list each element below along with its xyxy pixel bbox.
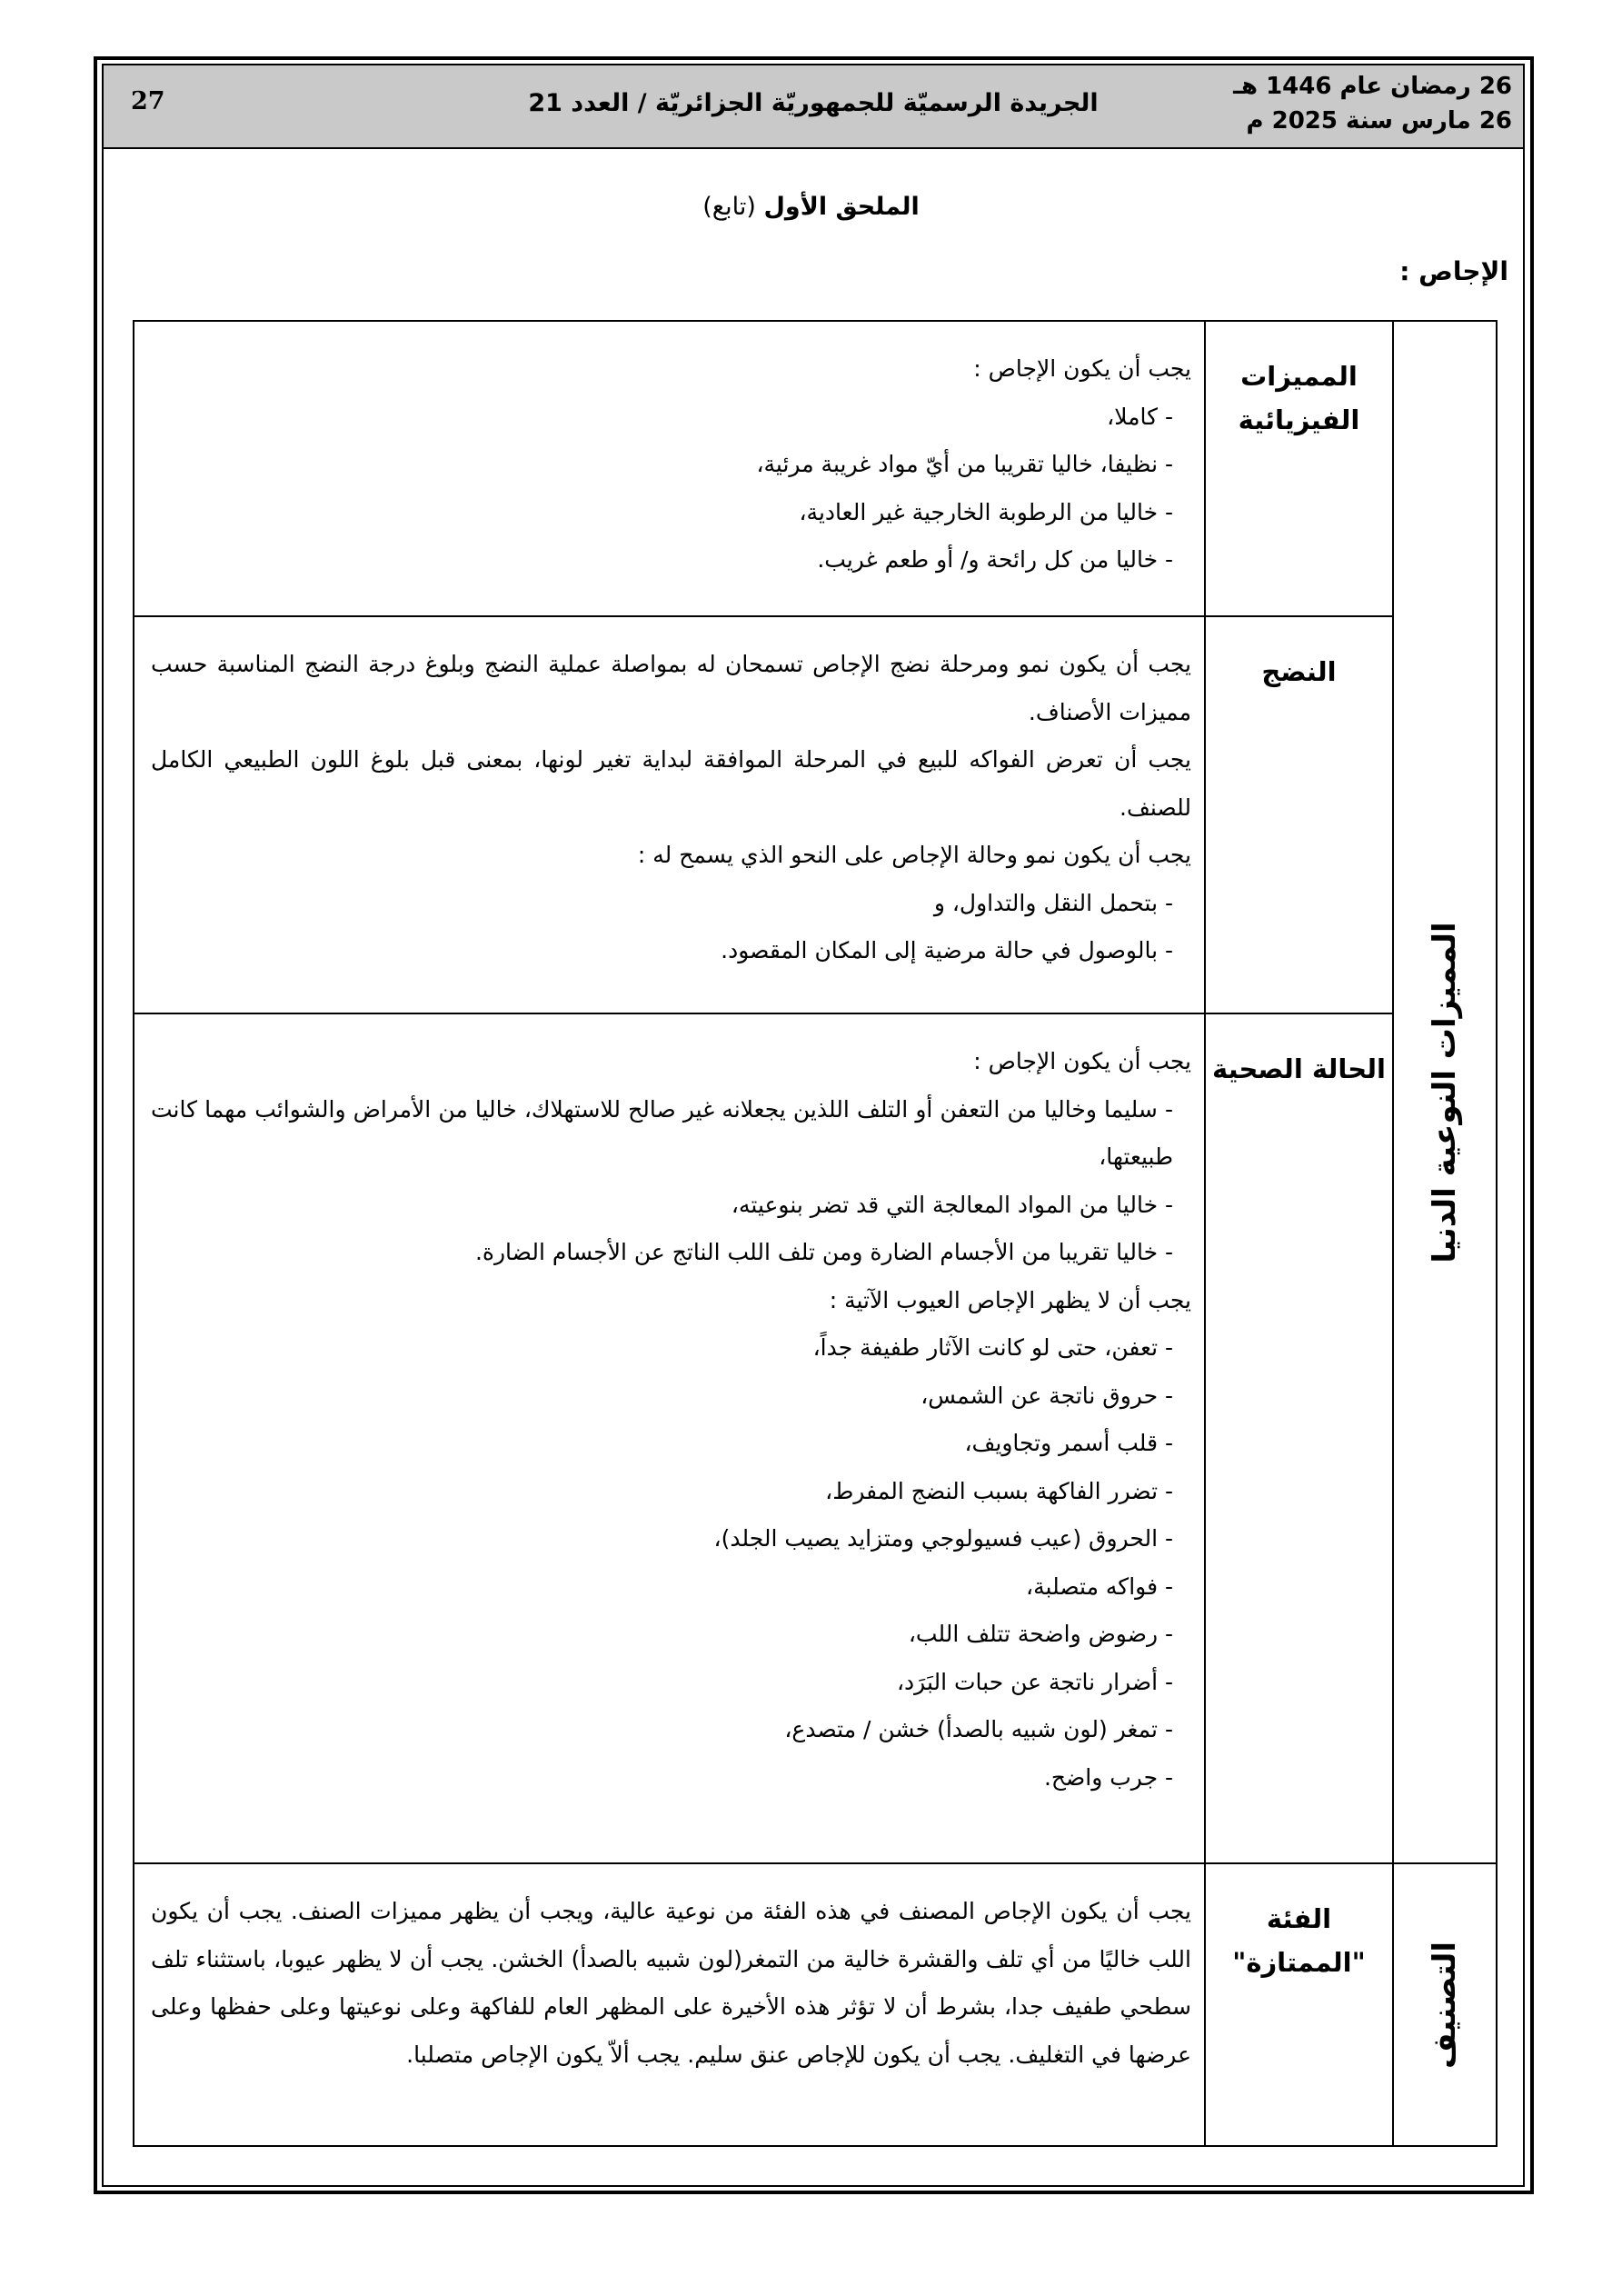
extra-content [134,1863,1205,2146]
table-row [134,1863,1497,2146]
table-row [134,616,1497,1013]
specification-table [133,320,1498,2147]
list-item: - بالوصول في حالة مرضية إلى المكان المقصود. [151,927,1173,975]
list-item: - كاملا، [151,394,1173,442]
list-item: - فواكه متصلبة، [151,1563,1173,1612]
list-item: - خاليا تقريبا من الأجسام الضارة ومن تلف اللب الناتج عن الأجسام الضارة. [151,1229,1173,1277]
annex-note: (تابع) [702,193,756,221]
table-row [134,321,1497,616]
physical-content [134,321,1205,616]
health-list [151,1086,1191,1277]
category-min-quality [1393,321,1497,1863]
ripeness-para: يجب أن يكون نمو وحالة الإجاص على النحو الذي يسمح له : [637,842,1191,868]
product-label: الإجاص : [1399,256,1508,286]
ripeness-list [151,880,1191,975]
list-item: - خاليا من المواد المعالجة التي قد تضر بنوعيته، [151,1182,1173,1230]
date-gregorian: 26 مارس سنة 2025 م [1246,107,1512,135]
list-item: - خاليا من الرطوبة الخارجية غير العادية، [151,489,1173,537]
category-label: المميزات النوعية الدنيا [1427,921,1463,1263]
row-label: الحالة الصحية [1205,1013,1393,1863]
row-label: الفئة "الممتازة" [1205,1863,1393,2146]
list-item: - قلب أسمر وتجاويف، [151,1420,1173,1468]
defects-list [151,1324,1191,1802]
list-item: - أضرار ناتجة عن حبات البَرَد، [151,1659,1173,1707]
row-label: النضج [1205,616,1393,1013]
row-label: المميزات الفيزيائية [1205,321,1393,616]
list-item: - حروق ناتجة عن الشمس، [151,1373,1173,1421]
ripeness-para: يجب أن يكون نمو ومرحلة نضج الإجاص تسمحان له بمواصلة عملية النضج وبلوغ درجة النضج المناسبة حسب مميزات الأصناف. [151,651,1191,725]
annex-title: الملحق الأول [763,193,920,221]
health-intro: يجب أن يكون الإجاص : [973,1048,1191,1074]
page-number: 27 [131,87,165,115]
physical-intro: يجب أن يكون الإجاص : [973,355,1191,382]
annex-heading [0,193,1622,221]
health-content [134,1013,1205,1863]
extra-text: يجب أن يكون الإجاص المصنف في هذه الفئة من نوعية عالية، ويجب أن يظهر مميزات الصنف. يجب أن يكون اللب خاليًا من أي تلف والقشرة خالية من التمغر(لون شبيه بالصدأ) الخشن. يجب أن لا يظهر عيوبا، باستثناء تلف سطحي طفيف جدا، بشرط أن لا تؤثر هذه الأخيرة على المظهر العام للفاكهة وعلى نوعيتها وعلى حفظها وعلى عرضها في التغليف. يجب أن يكون للإجاص عنق سليم. يجب ألاّ يكون الإجاص متصلبا. [151,1898,1191,2068]
list-item: - بتحمل النقل والتداول، و [151,880,1173,928]
list-item: - الحروق (عيب فسيولوجي ومتزايد يصيب الجلد)، [151,1515,1173,1563]
list-item: - سليما وخاليا من التعفن أو التلف اللذين يجعلانه غير صالح للاستهلاك، خاليا من الأمراض والشوائب مهما كانت طبيعتها، [151,1086,1173,1182]
issue-date [1233,69,1512,138]
category-label: التصنيف [1427,1941,1463,2069]
list-item: - تضرر الفاكهة بسبب النضج المفرط، [151,1468,1173,1516]
list-item: - تمغر (لون شبيه بالصدأ) خشن / متصدع، [151,1706,1173,1754]
category-classification [1393,1863,1497,2146]
table-row [134,1013,1497,1863]
date-hijri: 26 رمضان عام 1446 هـ [1233,73,1512,100]
list-item: - رضوض واضحة تتلف اللب، [151,1611,1173,1659]
ripeness-para: يجب أن تعرض الفواكه للبيع في المرحلة الموافقة لبداية تغير لونها، بمعنى قبل بلوغ اللون الطبيعي الكامل للصنف. [151,746,1191,821]
list-item: - جرب واضح. [151,1754,1173,1802]
defects-intro: يجب أن لا يظهر الإجاص العيوب الآتية : [829,1286,1191,1313]
list-item: - خاليا من كل رائحة و/ أو طعم غريب. [151,536,1173,584]
page-header [104,65,1523,149]
list-item: - تعفن، حتى لو كانت الآثار طفيفة جداً، [151,1324,1173,1373]
list-item: - نظيفا، خاليا تقريبا من أيّ مواد غريبة مرئية، [151,441,1173,489]
physical-list [151,394,1191,584]
ripeness-content [134,616,1205,1013]
journal-title: الجريدة الرسميّة للجمهوريّة الجزائريّة / العدد 21 [528,89,1099,117]
